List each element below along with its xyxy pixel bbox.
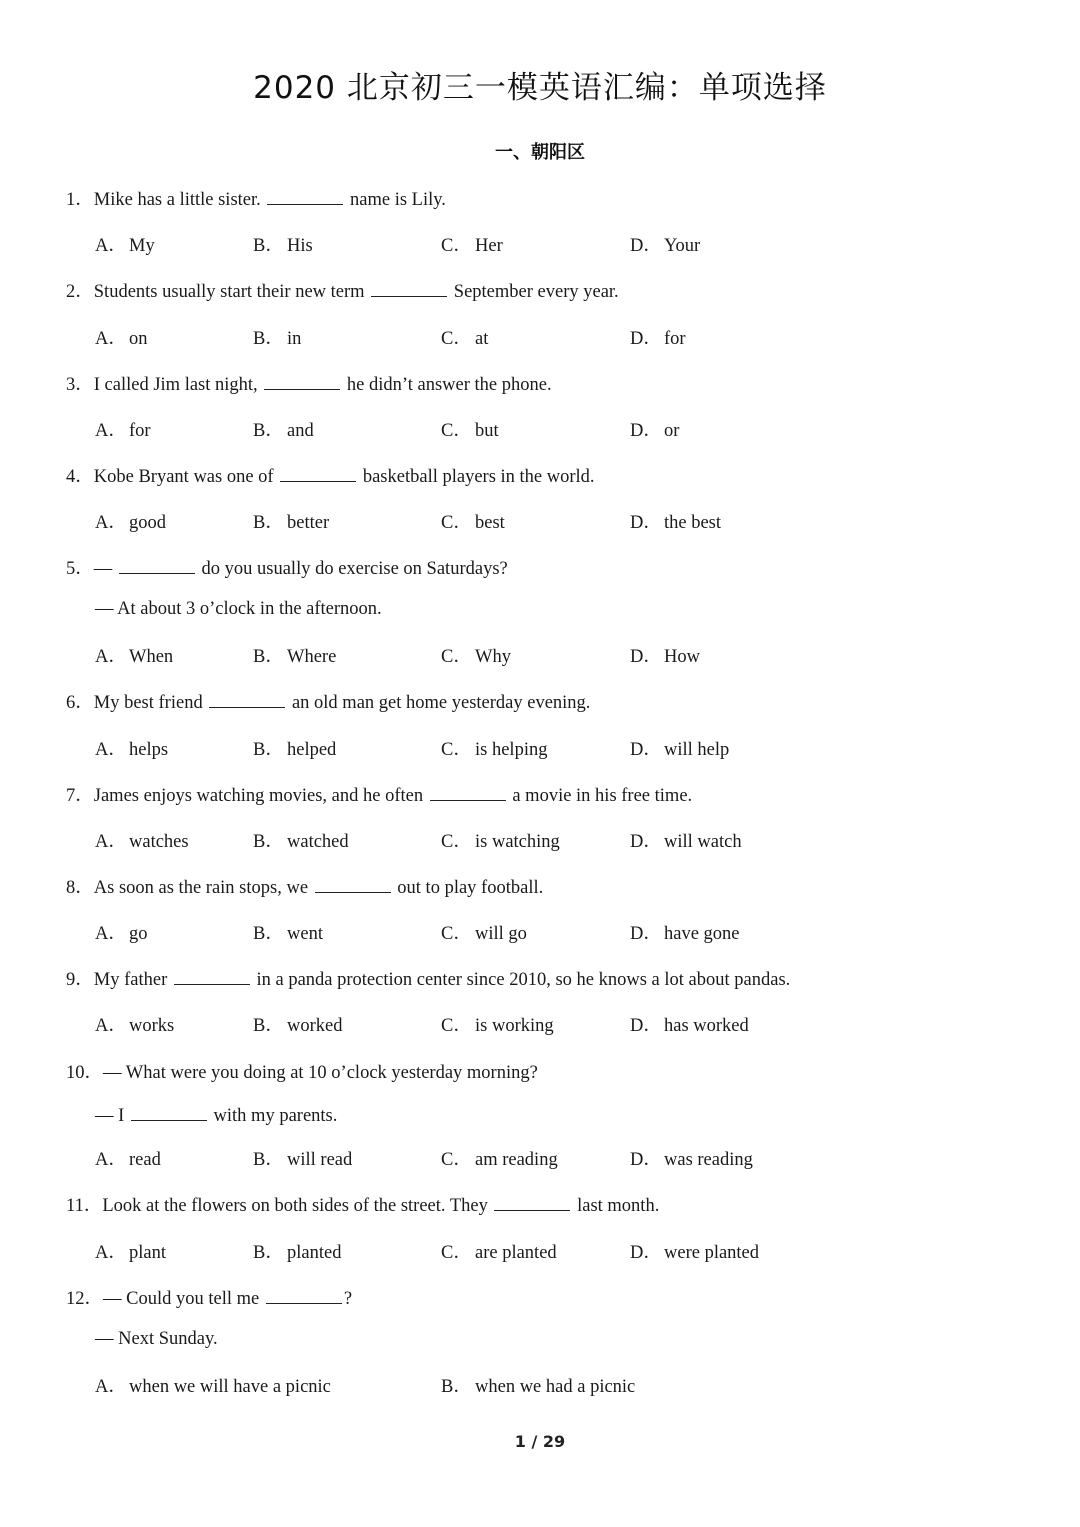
question-4: [66, 462, 595, 488]
question-text: he didn’t answer the phone.: [342, 375, 552, 395]
answer-blank: [131, 1102, 207, 1121]
option-d: D． has worked: [630, 1016, 749, 1036]
question-text: Kobe Bryant was one of: [93, 467, 279, 487]
answer-blank: [264, 371, 340, 390]
question-text: Mike has a little sister.: [93, 190, 266, 210]
question-9: [66, 965, 790, 991]
option-a: A． for: [95, 421, 151, 441]
option-c: C． is helping: [441, 740, 548, 760]
option-d: D． Your: [630, 236, 701, 256]
question-text: an old man get home yesterday evening.: [287, 693, 591, 713]
option-b: B． planted: [253, 1243, 342, 1263]
option-c: C． am reading: [441, 1150, 558, 1170]
question-text: — What were you doing at 10 o’clock yesterday morning?: [103, 1063, 538, 1083]
option-b: B． Where: [253, 647, 337, 667]
answer-blank: [371, 278, 447, 297]
option-a: A． When: [95, 647, 174, 667]
question-text: basketball players in the world.: [358, 467, 595, 487]
answer-blank: [315, 874, 391, 893]
option-b: B． in: [253, 329, 302, 349]
option-c: C． but: [441, 421, 499, 441]
question-1: [66, 185, 446, 211]
question-8: [66, 873, 543, 899]
option-b: B． His: [253, 236, 313, 256]
question-text: James enjoys watching movies, and he often: [93, 786, 428, 806]
question-text: in a panda protection center since 2010, so he knows a lot about pandas.: [251, 970, 791, 990]
option-a: A． when we will have a picnic: [95, 1377, 331, 1397]
question-number: 12．: [66, 1289, 104, 1309]
option-a: A． works: [95, 1016, 175, 1036]
option-a: A． plant: [95, 1243, 166, 1263]
question-number: 1．: [66, 190, 94, 210]
option-c: C． at: [441, 329, 489, 349]
question-number: 3．: [66, 375, 94, 395]
reply-text: with my parents.: [208, 1106, 338, 1126]
question-text: September every year.: [449, 282, 619, 302]
option-a: A． read: [95, 1150, 161, 1170]
answer-blank: [119, 555, 195, 574]
question-text: do you usually do exercise on Saturdays?: [196, 559, 508, 579]
page-number: 1 / 29: [514, 1432, 566, 1451]
option-b: B． better: [253, 513, 330, 533]
option-d: D． for: [630, 329, 686, 349]
option-b: B． went: [253, 924, 323, 944]
answer-blank: [267, 186, 343, 205]
answer-blank: [266, 1285, 342, 1304]
question-number: 6．: [66, 693, 94, 713]
option-b: B． helped: [253, 740, 337, 760]
question-text: As soon as the rain stops, we: [93, 878, 313, 898]
option-c: C． is watching: [441, 832, 560, 852]
option-a: A． helps: [95, 740, 169, 760]
question-text: — Could you tell me: [103, 1289, 264, 1309]
option-b: B． will read: [253, 1150, 353, 1170]
option-c: C． best: [441, 513, 505, 533]
question-text: ?: [343, 1289, 353, 1309]
question-10: [66, 1058, 538, 1084]
question-text: last month.: [572, 1196, 660, 1216]
question-text: I called Jim last night,: [93, 375, 263, 395]
question-number: 5．: [66, 559, 94, 579]
option-b: B． and: [253, 421, 314, 441]
option-c: C． are planted: [441, 1243, 557, 1263]
option-d: D． the best: [630, 513, 722, 533]
page-title: 2020 北京初三一模英语汇编：单项选择: [253, 70, 827, 106]
question-text: out to play football.: [392, 878, 544, 898]
question-6: [66, 688, 590, 714]
question-number: 10．: [66, 1063, 104, 1083]
question-number: 9．: [66, 970, 94, 990]
option-b: B． when we had a picnic: [441, 1377, 636, 1397]
option-b: B． worked: [253, 1016, 343, 1036]
answer-blank: [209, 689, 285, 708]
option-d: D． have gone: [630, 924, 740, 944]
question-text: Look at the flowers on both sides of the street. They: [102, 1196, 493, 1216]
reply-text: — I: [95, 1106, 129, 1126]
question-number: 2．: [66, 282, 94, 302]
option-a: A． on: [95, 329, 148, 349]
dialogue-reply: [95, 1102, 337, 1127]
option-d: D． were planted: [630, 1243, 760, 1263]
question-number: 11．: [66, 1196, 103, 1216]
question-7: [66, 781, 692, 807]
option-a: A． go: [95, 924, 148, 944]
question-number: 4．: [66, 467, 94, 487]
option-c: C． is working: [441, 1016, 554, 1036]
option-a: A． good: [95, 513, 166, 533]
question-text: —: [93, 559, 117, 579]
option-b: B． watched: [253, 832, 349, 852]
question-11: [66, 1191, 659, 1217]
option-a: A． My: [95, 236, 155, 256]
option-c: C． will go: [441, 924, 527, 944]
dialogue-reply: — At about 3 o’clock in the afternoon.: [95, 599, 382, 619]
question-text: a movie in his free time.: [507, 786, 693, 806]
answer-blank: [174, 966, 250, 985]
question-text: My father: [93, 970, 172, 990]
option-d: D． How: [630, 647, 700, 667]
question-3: [66, 370, 552, 396]
answer-blank: [280, 463, 356, 482]
option-c: C． Her: [441, 236, 503, 256]
question-12: [66, 1284, 352, 1310]
question-text: name is Lily.: [345, 190, 446, 210]
option-a: A． watches: [95, 832, 189, 852]
option-d: D． was reading: [630, 1150, 753, 1170]
question-2: [66, 277, 619, 303]
option-d: D． will help: [630, 740, 730, 760]
question-text: My best friend: [93, 693, 208, 713]
question-5: [66, 554, 508, 580]
option-c: C． Why: [441, 647, 511, 667]
answer-blank: [494, 1192, 570, 1211]
answer-blank: [430, 782, 506, 801]
question-number: 7．: [66, 786, 94, 806]
section-heading: 一、朝阳区: [495, 142, 585, 163]
option-d: D． will watch: [630, 832, 742, 852]
option-d: D． or: [630, 421, 680, 441]
question-text: Students usually start their new term: [93, 282, 370, 302]
dialogue-reply: — Next Sunday.: [95, 1329, 218, 1349]
question-number: 8．: [66, 878, 94, 898]
